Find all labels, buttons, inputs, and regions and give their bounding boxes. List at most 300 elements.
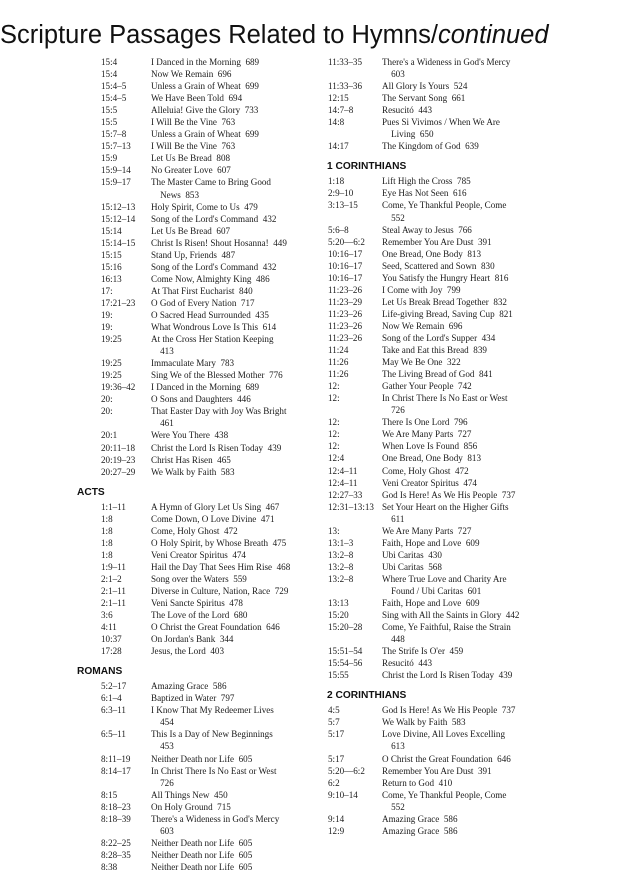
scripture-reference: 15:4–5 bbox=[101, 81, 127, 92]
scripture-reference: 12: bbox=[328, 381, 340, 392]
scripture-reference: 10:16–17 bbox=[328, 248, 363, 259]
scripture-reference: 12:31–13:13 bbox=[328, 501, 374, 512]
hymn-title-number: Neither Death nor Life 605 bbox=[151, 837, 253, 848]
index-entry bbox=[323, 368, 573, 380]
index-entry bbox=[323, 199, 573, 223]
scripture-reference: 15:14 bbox=[101, 225, 122, 236]
index-entry bbox=[73, 201, 318, 213]
hymn-title-number: O Sons and Daughters 446 bbox=[151, 394, 251, 405]
index-entry bbox=[73, 140, 318, 152]
hymn-title-number: Amazing Grace 586 bbox=[382, 813, 458, 824]
scripture-reference: 15:9 bbox=[101, 153, 118, 164]
index-entry bbox=[323, 753, 573, 765]
scripture-reference: 5:20—6:2 bbox=[328, 765, 365, 776]
index-entry bbox=[323, 308, 573, 320]
index-entry bbox=[73, 525, 318, 537]
scripture-reference: 15:16 bbox=[101, 261, 122, 272]
scripture-reference: 15:14–15 bbox=[101, 237, 136, 248]
index-entry bbox=[323, 825, 573, 837]
scripture-reference: 14:7–8 bbox=[328, 105, 354, 116]
hymn-title-number: Christ the Lord Is Risen Today 439 bbox=[151, 442, 282, 453]
index-entry bbox=[323, 428, 573, 440]
hymn-title-number: A Hymn of Glory Let Us Sing 467 bbox=[151, 501, 280, 512]
scripture-reference: 20:19–23 bbox=[101, 454, 136, 465]
index-entry bbox=[73, 621, 318, 633]
scripture-reference: 2:1–11 bbox=[101, 598, 126, 609]
scripture-reference: 6:5–11 bbox=[101, 729, 126, 740]
scripture-reference: 9:10–14 bbox=[328, 789, 358, 800]
scripture-reference: 5:17 bbox=[328, 729, 345, 740]
index-entry bbox=[73, 261, 318, 273]
hymn-title-number: The Love of the Lord 680 bbox=[151, 610, 248, 621]
index-entry bbox=[323, 525, 573, 537]
hymn-title-number: God Is Here! As We His People 737 bbox=[382, 489, 516, 500]
scripture-reference: 12:4–11 bbox=[328, 465, 358, 476]
index-entry bbox=[73, 861, 318, 873]
index-entry bbox=[73, 789, 318, 801]
index-entry bbox=[73, 728, 318, 752]
index-entry bbox=[323, 92, 573, 104]
hymn-title-number: At the Cross Her Station Keeping 413 bbox=[151, 334, 274, 357]
scripture-reference: 17: bbox=[101, 285, 113, 296]
scripture-reference: 4:5 bbox=[328, 705, 340, 716]
scripture-reference: 11:23–26 bbox=[328, 308, 363, 319]
hymn-title-number: Amazing Grace 586 bbox=[382, 825, 458, 836]
index-entry bbox=[73, 128, 318, 140]
scripture-reference: 3:6 bbox=[101, 610, 113, 621]
title-main: Scripture Passages Related to Hymns/ bbox=[0, 21, 438, 49]
hymn-title-number: May We Be One 322 bbox=[382, 357, 461, 368]
scripture-reference: 1:8 bbox=[101, 549, 113, 560]
hymn-title-number: I Know That My Redeemer Lives 454 bbox=[151, 705, 274, 728]
index-entry bbox=[323, 669, 573, 681]
hymn-title-number: I Come with Joy 799 bbox=[382, 284, 461, 295]
hymn-title-number: Lift High the Cross 785 bbox=[382, 176, 471, 187]
hymn-title-number: Veni Sancte Spiritus 478 bbox=[151, 598, 243, 609]
hymn-title-number: In Christ There Is No East or West 726 bbox=[382, 393, 508, 416]
index-entry bbox=[323, 789, 573, 813]
index-entry bbox=[73, 92, 318, 104]
scripture-reference: 3:13–15 bbox=[328, 200, 358, 211]
index-entry bbox=[323, 356, 573, 368]
index-entry bbox=[73, 249, 318, 261]
scripture-reference: 15:12–13 bbox=[101, 201, 136, 212]
index-entry bbox=[73, 152, 318, 164]
hymn-title-number: Let Us Be Bread 607 bbox=[151, 225, 231, 236]
scripture-reference: 5:6–8 bbox=[328, 224, 349, 235]
index-entry bbox=[73, 692, 318, 704]
hymn-title-number: Veni Creator Spiritus 474 bbox=[382, 477, 477, 488]
scripture-reference: 8:14–17 bbox=[101, 765, 131, 776]
hymn-title-number: Come Now, Almighty King 486 bbox=[151, 273, 270, 284]
1-corinthians-passages bbox=[323, 175, 573, 681]
index-entry bbox=[73, 176, 318, 200]
scripture-reference: 11:24 bbox=[328, 345, 349, 356]
scripture-reference: 19:25 bbox=[101, 370, 122, 381]
hymn-title-number: The Strife Is O'er 459 bbox=[382, 646, 464, 657]
index-entry bbox=[73, 309, 318, 321]
index-entry bbox=[73, 333, 318, 357]
hymn-title-number: Pues Si Vivimos / When We Are Living 650 bbox=[382, 117, 500, 140]
scripture-reference: 13:13 bbox=[328, 598, 349, 609]
scripture-reference: 11:26 bbox=[328, 357, 349, 368]
index-entry bbox=[323, 813, 573, 825]
index-entry bbox=[323, 80, 573, 92]
hymn-title-number: The Kingdom of God 639 bbox=[382, 141, 479, 152]
index-entry bbox=[323, 609, 573, 621]
scripture-reference: 10:37 bbox=[101, 634, 122, 645]
hymn-title-number: On Holy Ground 715 bbox=[151, 801, 231, 812]
index-entry bbox=[323, 465, 573, 477]
hymn-title-number: Take and Eat this Bread 839 bbox=[382, 345, 487, 356]
hymn-title-number: One Bread, One Body 813 bbox=[382, 248, 482, 259]
hymn-title-number: Were You There 438 bbox=[151, 430, 229, 441]
scripture-reference: 15:20 bbox=[328, 610, 349, 621]
index-entry bbox=[73, 801, 318, 813]
scripture-reference: 1:8 bbox=[101, 537, 113, 548]
scripture-reference: 6:2 bbox=[328, 777, 340, 788]
hymn-title-number: No Greater Love 607 bbox=[151, 165, 231, 176]
index-entry bbox=[323, 573, 573, 597]
index-entry bbox=[323, 248, 573, 260]
scripture-reference: 15:20–28 bbox=[328, 622, 363, 633]
hymn-title-number: What Wondrous Love Is This 614 bbox=[151, 322, 277, 333]
hymn-title-number: I Will Be the Vine 763 bbox=[151, 117, 236, 128]
hymn-title-number: At That First Eucharist 840 bbox=[151, 285, 253, 296]
scripture-reference: 5:2–17 bbox=[101, 681, 127, 692]
index-entry bbox=[323, 765, 573, 777]
hymn-title-number: I Danced in the Morning 689 bbox=[151, 57, 260, 67]
page-title bbox=[0, 20, 640, 50]
index-entry bbox=[73, 573, 318, 585]
hymn-title-number: We Are Many Parts 727 bbox=[382, 525, 472, 536]
scripture-reference: 13:2–8 bbox=[328, 573, 354, 584]
hymn-title-number: Alleluia! Give the Glory 733 bbox=[151, 105, 259, 116]
index-entry bbox=[73, 849, 318, 861]
scripture-reference: 8:18–23 bbox=[101, 801, 131, 812]
hymn-title-number: You Satisfy the Hungry Heart 816 bbox=[382, 272, 509, 283]
acts-heading: ACTS bbox=[77, 486, 105, 498]
index-entry bbox=[323, 501, 573, 525]
scripture-reference: 15:9–17 bbox=[101, 177, 131, 188]
hymn-title-number: Unless a Grain of Wheat 699 bbox=[151, 129, 259, 140]
scripture-reference: 19:25 bbox=[101, 358, 122, 369]
scripture-reference: 6:3–11 bbox=[101, 705, 126, 716]
hymn-title-number: Ubi Caritas 568 bbox=[382, 561, 442, 572]
scripture-reference: 20:11–18 bbox=[101, 442, 136, 453]
scripture-reference: 1:1–11 bbox=[101, 501, 126, 512]
index-entry bbox=[73, 680, 318, 692]
hymn-title-number: Song over the Waters 559 bbox=[151, 573, 247, 584]
scripture-reference: 15:4–5 bbox=[101, 93, 127, 104]
scripture-reference: 20: bbox=[101, 394, 113, 405]
hymn-title-number: Jesus, the Lord 403 bbox=[151, 646, 224, 657]
hymn-title-number: When Love Is Found 856 bbox=[382, 441, 478, 452]
index-entry bbox=[323, 704, 573, 716]
hymn-title-number: Neither Death nor Life 605 bbox=[151, 753, 253, 764]
hymn-title-number: Unless a Grain of Wheat 699 bbox=[151, 81, 259, 92]
scripture-reference: 8:38 bbox=[101, 861, 118, 872]
index-entry bbox=[73, 549, 318, 561]
hymn-title-number: Baptized in Water 797 bbox=[151, 693, 235, 704]
scripture-reference: 11:23–29 bbox=[328, 296, 363, 307]
index-entry bbox=[323, 657, 573, 669]
index-entry bbox=[73, 585, 318, 597]
index-entry bbox=[73, 369, 318, 381]
scripture-reference: 14:17 bbox=[328, 141, 349, 152]
hymn-title-number: O Holy Spirit, by Whose Breath 475 bbox=[151, 537, 287, 548]
index-entry bbox=[323, 140, 573, 152]
index-entry bbox=[73, 164, 318, 176]
hymn-title-number: The Master Came to Bring Good News 853 bbox=[151, 177, 271, 200]
hymn-title-number: Immaculate Mary 783 bbox=[151, 358, 235, 369]
hymn-title-number: O God of Every Nation 717 bbox=[151, 297, 255, 308]
hymn-title-number: Let Us Break Bread Together 832 bbox=[382, 296, 507, 307]
hymn-title-number: Amazing Grace 586 bbox=[151, 681, 227, 692]
index-entry bbox=[323, 728, 573, 752]
hymn-title-number: Come, Holy Ghost 472 bbox=[382, 465, 469, 476]
hymn-title-number: Return to God 410 bbox=[382, 777, 453, 788]
scripture-reference: 19: bbox=[101, 322, 113, 333]
scripture-reference: 17:28 bbox=[101, 646, 122, 657]
hymn-title-number: The Servant Song 661 bbox=[382, 93, 466, 104]
hymn-title-number: Neither Death nor Life 605 bbox=[151, 849, 253, 860]
index-entry bbox=[73, 813, 318, 837]
scripture-reference: 8:18–39 bbox=[101, 813, 131, 824]
hymn-title-number: Holy Spirit, Come to Us 479 bbox=[151, 201, 258, 212]
index-entry bbox=[73, 645, 318, 657]
scripture-reference: 8:22–25 bbox=[101, 837, 131, 848]
index-entry bbox=[323, 284, 573, 296]
scripture-reference: 20:1 bbox=[101, 430, 118, 441]
acts-passages bbox=[73, 501, 318, 658]
hymn-title-number: God Is Here! As We His People 737 bbox=[382, 705, 516, 716]
hymn-title-number: Song of the Lord's Supper 434 bbox=[382, 332, 496, 343]
scripture-reference: 19:36–42 bbox=[101, 382, 136, 393]
hymn-title-number: Remember You Are Dust 391 bbox=[382, 765, 492, 776]
hymn-title-number: Eye Has Not Seen 616 bbox=[382, 188, 467, 199]
scripture-reference: 17:21–23 bbox=[101, 297, 136, 308]
hymn-title-number: Life-giving Bread, Saving Cup 821 bbox=[382, 308, 513, 319]
index-entry bbox=[73, 704, 318, 728]
scripture-reference: 2:1–2 bbox=[101, 573, 122, 584]
hymn-title-number: That Easter Day with Joy Was Bright 461 bbox=[151, 406, 287, 429]
romans-heading: ROMANS bbox=[77, 666, 123, 678]
scripture-reference: 13:2–8 bbox=[328, 561, 354, 572]
hymn-title-number: Stand Up, Friends 487 bbox=[151, 249, 236, 260]
index-entry bbox=[323, 272, 573, 284]
hymn-title-number: Faith, Hope and Love 609 bbox=[382, 598, 480, 609]
scripture-reference: 15:54–56 bbox=[328, 658, 363, 669]
hymn-title-number: We Walk by Faith 583 bbox=[151, 466, 235, 477]
scripture-reference: 15:9–14 bbox=[101, 165, 131, 176]
index-entry bbox=[73, 466, 318, 478]
hymn-title-number: Sing We of the Blessed Mother 776 bbox=[151, 370, 283, 381]
scripture-reference: 2:9–10 bbox=[328, 188, 354, 199]
hymn-title-number: Now We Remain 696 bbox=[382, 320, 463, 331]
hymn-title-number: The Living Bread of God 841 bbox=[382, 369, 493, 380]
scripture-reference: 20:27–29 bbox=[101, 466, 136, 477]
hymn-title-number: Come, Ye Thankful People, Come 552 bbox=[382, 789, 507, 812]
1-corinthians-heading: 1 CORINTHIANS bbox=[327, 161, 407, 173]
right-column bbox=[323, 56, 573, 837]
hymn-title-number: On Jordan's Bank 344 bbox=[151, 634, 234, 645]
scripture-reference: 1:9–11 bbox=[101, 561, 126, 572]
hymn-title-number: O Christ the Great Foundation 646 bbox=[151, 622, 280, 633]
scripture-reference: 5:7 bbox=[328, 717, 340, 728]
index-entry bbox=[323, 260, 573, 272]
scripture-reference: 20: bbox=[101, 406, 113, 417]
hymn-title-number: Ubi Caritas 430 bbox=[382, 549, 442, 560]
index-entry bbox=[323, 537, 573, 549]
index-entry bbox=[73, 837, 318, 849]
index-entry bbox=[73, 273, 318, 285]
index-entry bbox=[323, 332, 573, 344]
hymn-title-number: Where True Love and Charity Are Found / Ubi Caritas 601 bbox=[382, 573, 507, 596]
scripture-reference: 12: bbox=[328, 417, 340, 428]
scripture-reference: 8:11–19 bbox=[101, 753, 131, 764]
hymn-title-number: Seed, Scattered and Sown 830 bbox=[382, 260, 495, 271]
index-entry bbox=[73, 297, 318, 309]
scripture-reference: 15:7–8 bbox=[101, 129, 127, 140]
hymn-title-number: There's a Wideness in God's Mercy 603 bbox=[382, 57, 511, 80]
scripture-reference: 13: bbox=[328, 525, 340, 536]
hymn-title-number: Steal Away to Jesus 766 bbox=[382, 224, 472, 235]
scripture-reference: 1:18 bbox=[328, 176, 345, 187]
hymn-title-number: This Is a Day of New Beginnings 453 bbox=[151, 729, 273, 752]
scripture-reference: 15:5 bbox=[101, 105, 118, 116]
scripture-reference: 15:7–13 bbox=[101, 141, 131, 152]
hymn-title-number: Christ the Lord Is Risen Today 439 bbox=[382, 670, 513, 681]
scripture-reference: 10:16–17 bbox=[328, 260, 363, 271]
hymn-title-number: Gather Your People 742 bbox=[382, 381, 472, 392]
2-corinthians-heading: 2 CORINTHIANS bbox=[327, 690, 407, 702]
hymn-title-number: There's a Wideness in God's Mercy 603 bbox=[151, 813, 280, 836]
scripture-reference: 15:4 bbox=[101, 57, 118, 67]
index-entry bbox=[73, 633, 318, 645]
index-entry bbox=[73, 285, 318, 297]
index-entry bbox=[323, 380, 573, 392]
index-entry bbox=[73, 454, 318, 466]
hymn-title-number: All Things New 450 bbox=[151, 789, 228, 800]
index-entry bbox=[323, 224, 573, 236]
index-entry bbox=[323, 597, 573, 609]
hymn-title-number: Song of the Lord's Command 432 bbox=[151, 213, 277, 224]
index-entry bbox=[73, 513, 318, 525]
scripture-reference: 9:14 bbox=[328, 813, 345, 824]
scripture-reference: 12:4 bbox=[328, 453, 345, 464]
scripture-reference: 19:25 bbox=[101, 334, 122, 345]
hymn-title-number: Hail the Day That Sees Him Rise 468 bbox=[151, 561, 291, 572]
hymn-title-number: In Christ There Is No East or West 726 bbox=[151, 765, 277, 788]
index-entry bbox=[73, 609, 318, 621]
scripture-reference: 12: bbox=[328, 441, 340, 452]
scripture-reference: 12:9 bbox=[328, 825, 345, 836]
scripture-reference: 6:1–4 bbox=[101, 693, 122, 704]
index-entry bbox=[73, 237, 318, 249]
index-entry bbox=[73, 429, 318, 441]
hymn-title-number: Resucitó 443 bbox=[382, 105, 433, 116]
index-entry bbox=[323, 320, 573, 332]
hymn-title-number: Now We Remain 696 bbox=[151, 69, 232, 80]
hymn-title-number: All Glory Is Yours 524 bbox=[382, 81, 468, 92]
scripture-reference: 12: bbox=[328, 393, 340, 404]
left-column bbox=[73, 56, 318, 873]
john-passages bbox=[73, 56, 318, 478]
scripture-reference: 11:23–26 bbox=[328, 332, 363, 343]
index-entry bbox=[73, 501, 318, 513]
scripture-reference: 1:8 bbox=[101, 525, 113, 536]
index-entry bbox=[73, 537, 318, 549]
scripture-reference: 15:51–54 bbox=[328, 646, 363, 657]
hymn-title-number: Faith, Hope and Love 609 bbox=[382, 537, 480, 548]
index-entry bbox=[323, 116, 573, 140]
index-entry bbox=[323, 104, 573, 116]
index-entry bbox=[323, 452, 573, 464]
scripture-reference: 1:8 bbox=[101, 513, 113, 524]
scripture-reference: 13:1–3 bbox=[328, 537, 354, 548]
index-entry bbox=[73, 104, 318, 116]
index-entry bbox=[323, 561, 573, 573]
index-entry bbox=[323, 344, 573, 356]
index-entry bbox=[323, 296, 573, 308]
index-entry bbox=[73, 80, 318, 92]
hymn-title-number: Christ Has Risen 465 bbox=[151, 454, 231, 465]
index-entry bbox=[73, 56, 318, 68]
index-entry bbox=[323, 416, 573, 428]
hymn-title-number: Song of the Lord's Command 432 bbox=[151, 261, 277, 272]
hymn-title-number: Come Down, O Love Divine 471 bbox=[151, 513, 275, 524]
index-entry bbox=[73, 393, 318, 405]
scripture-reference: 4:11 bbox=[101, 622, 117, 633]
index-entry bbox=[323, 777, 573, 789]
hymn-title-number: Sing with All the Saints in Glory 442 bbox=[382, 610, 520, 621]
hymn-title-number: Neither Death nor Life 605 bbox=[151, 861, 253, 872]
scripture-reference: 11:33–35 bbox=[328, 57, 363, 67]
index-entry bbox=[323, 549, 573, 561]
hymn-title-number: Diverse in Culture, Nation, Race 729 bbox=[151, 585, 289, 596]
index-entry bbox=[323, 175, 573, 187]
hymn-title-number: One Bread, One Body 813 bbox=[382, 453, 482, 464]
index-entry bbox=[73, 213, 318, 225]
index-entry bbox=[323, 716, 573, 728]
hymn-title-number: We Are Many Parts 727 bbox=[382, 429, 472, 440]
hymn-title-number: Come, Ye Thankful People, Come 552 bbox=[382, 200, 507, 223]
scripture-reference: 11:23–26 bbox=[328, 284, 363, 295]
index-entry bbox=[73, 116, 318, 128]
hymn-title-number: I Will Be the Vine 763 bbox=[151, 141, 236, 152]
hymn-title-number: We Walk by Faith 583 bbox=[382, 717, 466, 728]
index-entry bbox=[73, 405, 318, 429]
2-corinthians-passages bbox=[323, 704, 573, 837]
index-entry bbox=[323, 477, 573, 489]
scripture-reference: 12:15 bbox=[328, 93, 349, 104]
scripture-reference: 8:28–35 bbox=[101, 849, 131, 860]
title-continued: continued bbox=[437, 21, 549, 49]
scripture-reference: 12:4–11 bbox=[328, 477, 358, 488]
scripture-reference: 16:13 bbox=[101, 273, 122, 284]
hymn-title-number: Veni Creator Spiritus 474 bbox=[151, 549, 246, 560]
scripture-reference: 12: bbox=[328, 429, 340, 440]
index-entry bbox=[73, 321, 318, 333]
index-entry bbox=[73, 381, 318, 393]
index-entry bbox=[323, 392, 573, 416]
hymn-title-number: Christ Is Risen! Shout Hosanna! 449 bbox=[151, 237, 287, 248]
hymn-title-number: Come, Holy Ghost 472 bbox=[151, 525, 238, 536]
index-entry bbox=[323, 187, 573, 199]
hymn-title-number: O Sacred Head Surrounded 435 bbox=[151, 309, 269, 320]
scripture-reference: 15:55 bbox=[328, 670, 349, 681]
